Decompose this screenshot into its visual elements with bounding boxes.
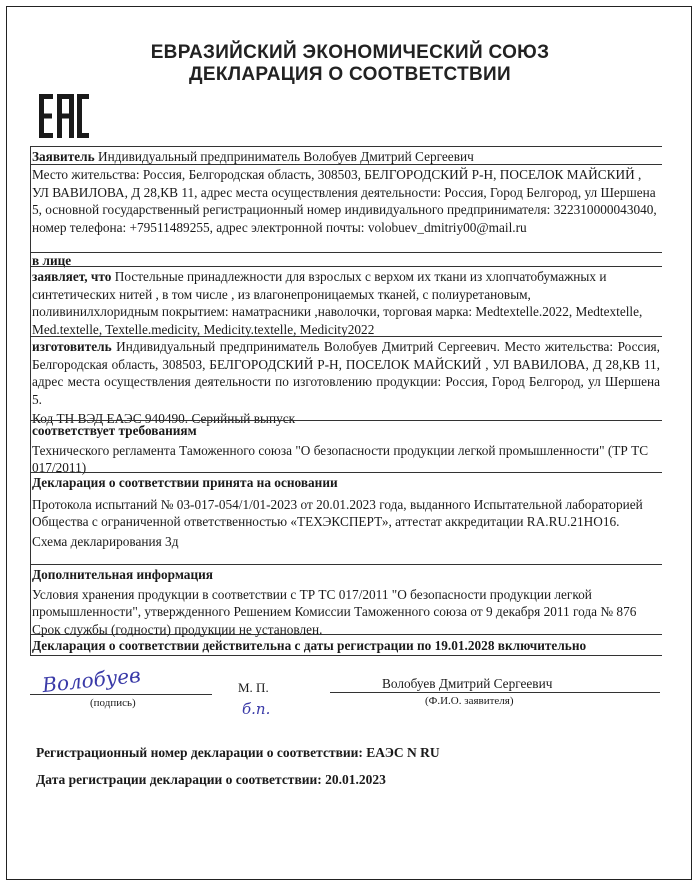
applicant-label: Заявитель (32, 149, 95, 164)
signature-caption: (подпись) (90, 697, 136, 709)
manufacturer-text: Индивидуальный предприниматель Волобуев Дмитрий Сергеевич. Место жительства: Россия, Белгородская область, 308503, БЕЛГОРОДСКИЙ Р-Н, ПОСЕЛОК МАЙСКИЙ , УЛ ВАВИЛОВА, Д 28,КВ 11, адрес места осуществления деятельности по изготовлению продукции: Россия, Город Белгород, ул Шершена 5. (32, 339, 660, 407)
additional-row (30, 564, 662, 637)
declaration-title: ДЕКЛАРАЦИЯ О СООТВЕТСТВИИ (189, 64, 511, 85)
name-caption: (Ф.И.О. заявителя) (425, 695, 514, 707)
person-row (30, 252, 662, 266)
declares-row (30, 266, 662, 336)
handwritten-signature: Волобуев (41, 662, 142, 698)
registration-date: Дата регистрации декларации о соответствии: 20.01.2023 (36, 772, 386, 787)
validity-row (30, 634, 662, 656)
union-title: ЕВРАЗИЙСКИЙ ЭКОНОМИЧЕСКИЙ СОЮЗ (150, 42, 550, 63)
declares-text: Постельные принадлежности для взрослых с верхом их ткани из хлопчатобумажных и синтетических нитей , в том числе , из влагонепроницаемых тканей, с полиуретановым, поливинилхлоридным покрытием: наматрасники ,наволочки, торговая марка: Medtextelle.2022, Medtextelle, Med.textelle, Textelle.medicity, Medicity.textelle, Medicity2022 (32, 269, 643, 337)
applicant-row (30, 146, 662, 164)
manufacturer-label: изготовитель (32, 339, 112, 354)
applicant-text: Индивидуальный предприниматель Волобуев Дмитрий Сергеевич (97, 149, 474, 164)
residence-row (30, 164, 662, 252)
validity-text: Декларация о соответствии действительна с даты регистрации по 19.01.2028 включительно (32, 638, 587, 653)
additional-label: Дополнительная информация (32, 567, 213, 582)
requirements-text: Технического регламента Таможенного союза "О безопасности продукции легкой промышленности" (ТР ТС 017/2011) (32, 442, 649, 475)
residence-text: Место жительства: Россия, Белгородская область, 308503, БЕЛГОРОДСКИЙ Р-Н, ПОСЕЛОК МАЙСКИЙ , УЛ ВАВИЛОВА, Д 28,КВ 11, адрес места осуществления деятельности: Россия, Город Белгород, ул Шершена 5, основной государственный регистрационный номер индивидуального предпринимателя: 322310000043040, номер телефона: +79511489255, адрес электронной почты: volobuev_dmitriy00@mail.ru (32, 167, 657, 235)
registration-number: Регистрационный номер декларации о соответствии: ЕАЭС N RU (36, 745, 440, 760)
signature-line (30, 694, 212, 695)
eac-logo (37, 94, 89, 138)
applicant-name: Волобуев Дмитрий Сергеевич (382, 676, 553, 691)
declares-label: заявляет, что (32, 269, 112, 284)
manufacturer-row (30, 336, 662, 426)
basis-scheme: Схема декларирования 3д (32, 533, 179, 549)
stamp-handwritten: б.п. (242, 700, 271, 718)
stamp-label: М. П. (238, 680, 269, 695)
name-line (330, 692, 660, 693)
basis-row (30, 472, 662, 564)
basis-text: Протокола испытаний № 03-017-054/1/01-2023 от 20.01.2023 года, выданного Испытательной лабораторией Общества с ограниченной ответственностью «ТЕХЭКСПЕРТ», аттестат аккредитации RA.RU.21НО16. (32, 496, 643, 529)
additional-text: Условия хранения продукции в соответствии с ТР ТС 017/2011 "О безопасности продукции легкой промышленности", утвержденного Решением Комиссии Таможенного союза от 9 декабря 2011 года № 876 Срок службы (годности) продукции не установлен. (32, 586, 637, 637)
basis-label: Декларация о соответствии принята на основании (32, 475, 338, 490)
requirements-row (30, 420, 662, 475)
requirements-label: соответствует требованиям (32, 423, 197, 438)
manufacturer-code: Код ТН ВЭД ЕАЭС 940490. Серийный выпуск (32, 411, 296, 426)
person-label: в лице (32, 253, 72, 268)
